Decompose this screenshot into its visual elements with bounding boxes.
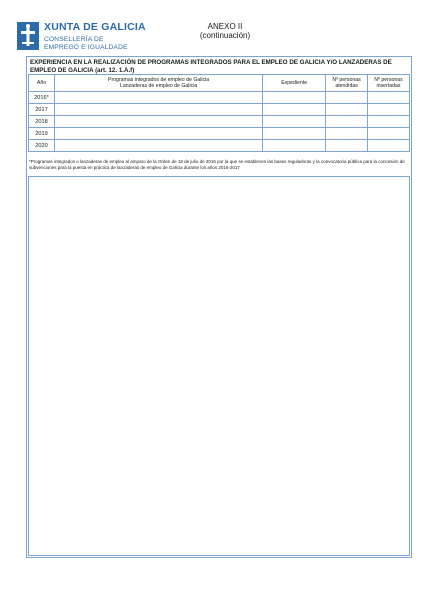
inserted-input[interactable] — [368, 140, 410, 152]
table-header-row — [29, 75, 410, 92]
annex-heading — [180, 22, 270, 40]
table-row — [29, 140, 410, 152]
year-cell: 2020 — [29, 140, 55, 152]
col-programs-header: Programas integrados de empleo de Galicia Lanzaderas de empleo de Galicia — [54, 75, 262, 92]
org-title: XUNTA DE GALICIA — [44, 21, 146, 33]
table-row — [29, 116, 410, 128]
footnote: *Programas integrados o lanzaderas de empleo al amparo de la Orden de 18 de julio de 2016 por la que se establecen las bases reguladoras y la convocatoria pública para la concesión de subvenciones para la puesta en práctica de lanzaderas de empleo de Galicia durante los años 2016-2017 — [29, 159, 405, 170]
year-cell: 2018 — [29, 116, 55, 128]
col-file-header: Expediente — [263, 75, 326, 92]
xunta-emblem-icon — [17, 22, 39, 50]
free-text-area[interactable] — [28, 176, 410, 556]
inserted-input[interactable] — [368, 104, 410, 116]
inserted-input[interactable] — [368, 92, 410, 104]
attended-input[interactable] — [326, 128, 368, 140]
section-title: EXPERIENCIA EN LA REALIZACIÓN DE PROGRAMAS INTEGRADOS PARA EL EMPLEO DE GALICIA Y/O LANZADERAS DE EMPLEO DE GALICIA (art. 12. 1.A.f) — [30, 59, 392, 74]
table-row — [29, 92, 410, 104]
org-dept-line1: CONSELLERÍA DE — [44, 36, 104, 43]
attended-input[interactable] — [326, 140, 368, 152]
programs-input[interactable] — [54, 128, 262, 140]
attended-input[interactable] — [326, 104, 368, 116]
inserted-input[interactable] — [368, 116, 410, 128]
experience-table — [28, 74, 410, 152]
xunta-logo — [17, 20, 146, 54]
programs-input[interactable] — [54, 104, 262, 116]
file-input[interactable] — [263, 128, 326, 140]
file-input[interactable] — [263, 92, 326, 104]
year-cell: 2019 — [29, 128, 55, 140]
org-dept-line2: EMPREGO E IGUALDADE — [44, 44, 128, 51]
programs-input[interactable] — [54, 116, 262, 128]
col-year-header: Año — [29, 75, 55, 92]
table-row — [29, 128, 410, 140]
table-row — [29, 104, 410, 116]
programs-input[interactable] — [54, 92, 262, 104]
file-input[interactable] — [263, 140, 326, 152]
attended-input[interactable] — [326, 92, 368, 104]
inserted-input[interactable] — [368, 128, 410, 140]
attended-input[interactable] — [326, 116, 368, 128]
annex-subtitle: (continuación) — [199, 31, 251, 40]
annex-title: ANEXO II — [207, 22, 243, 31]
file-input[interactable] — [263, 116, 326, 128]
col-inserted-header: Nº personas insertadas — [368, 75, 410, 92]
year-cell: 2016* — [29, 92, 55, 104]
col-attended-header: Nº personas atendidas — [326, 75, 368, 92]
file-input[interactable] — [263, 104, 326, 116]
programs-input[interactable] — [54, 140, 262, 152]
year-cell: 2017 — [29, 104, 55, 116]
